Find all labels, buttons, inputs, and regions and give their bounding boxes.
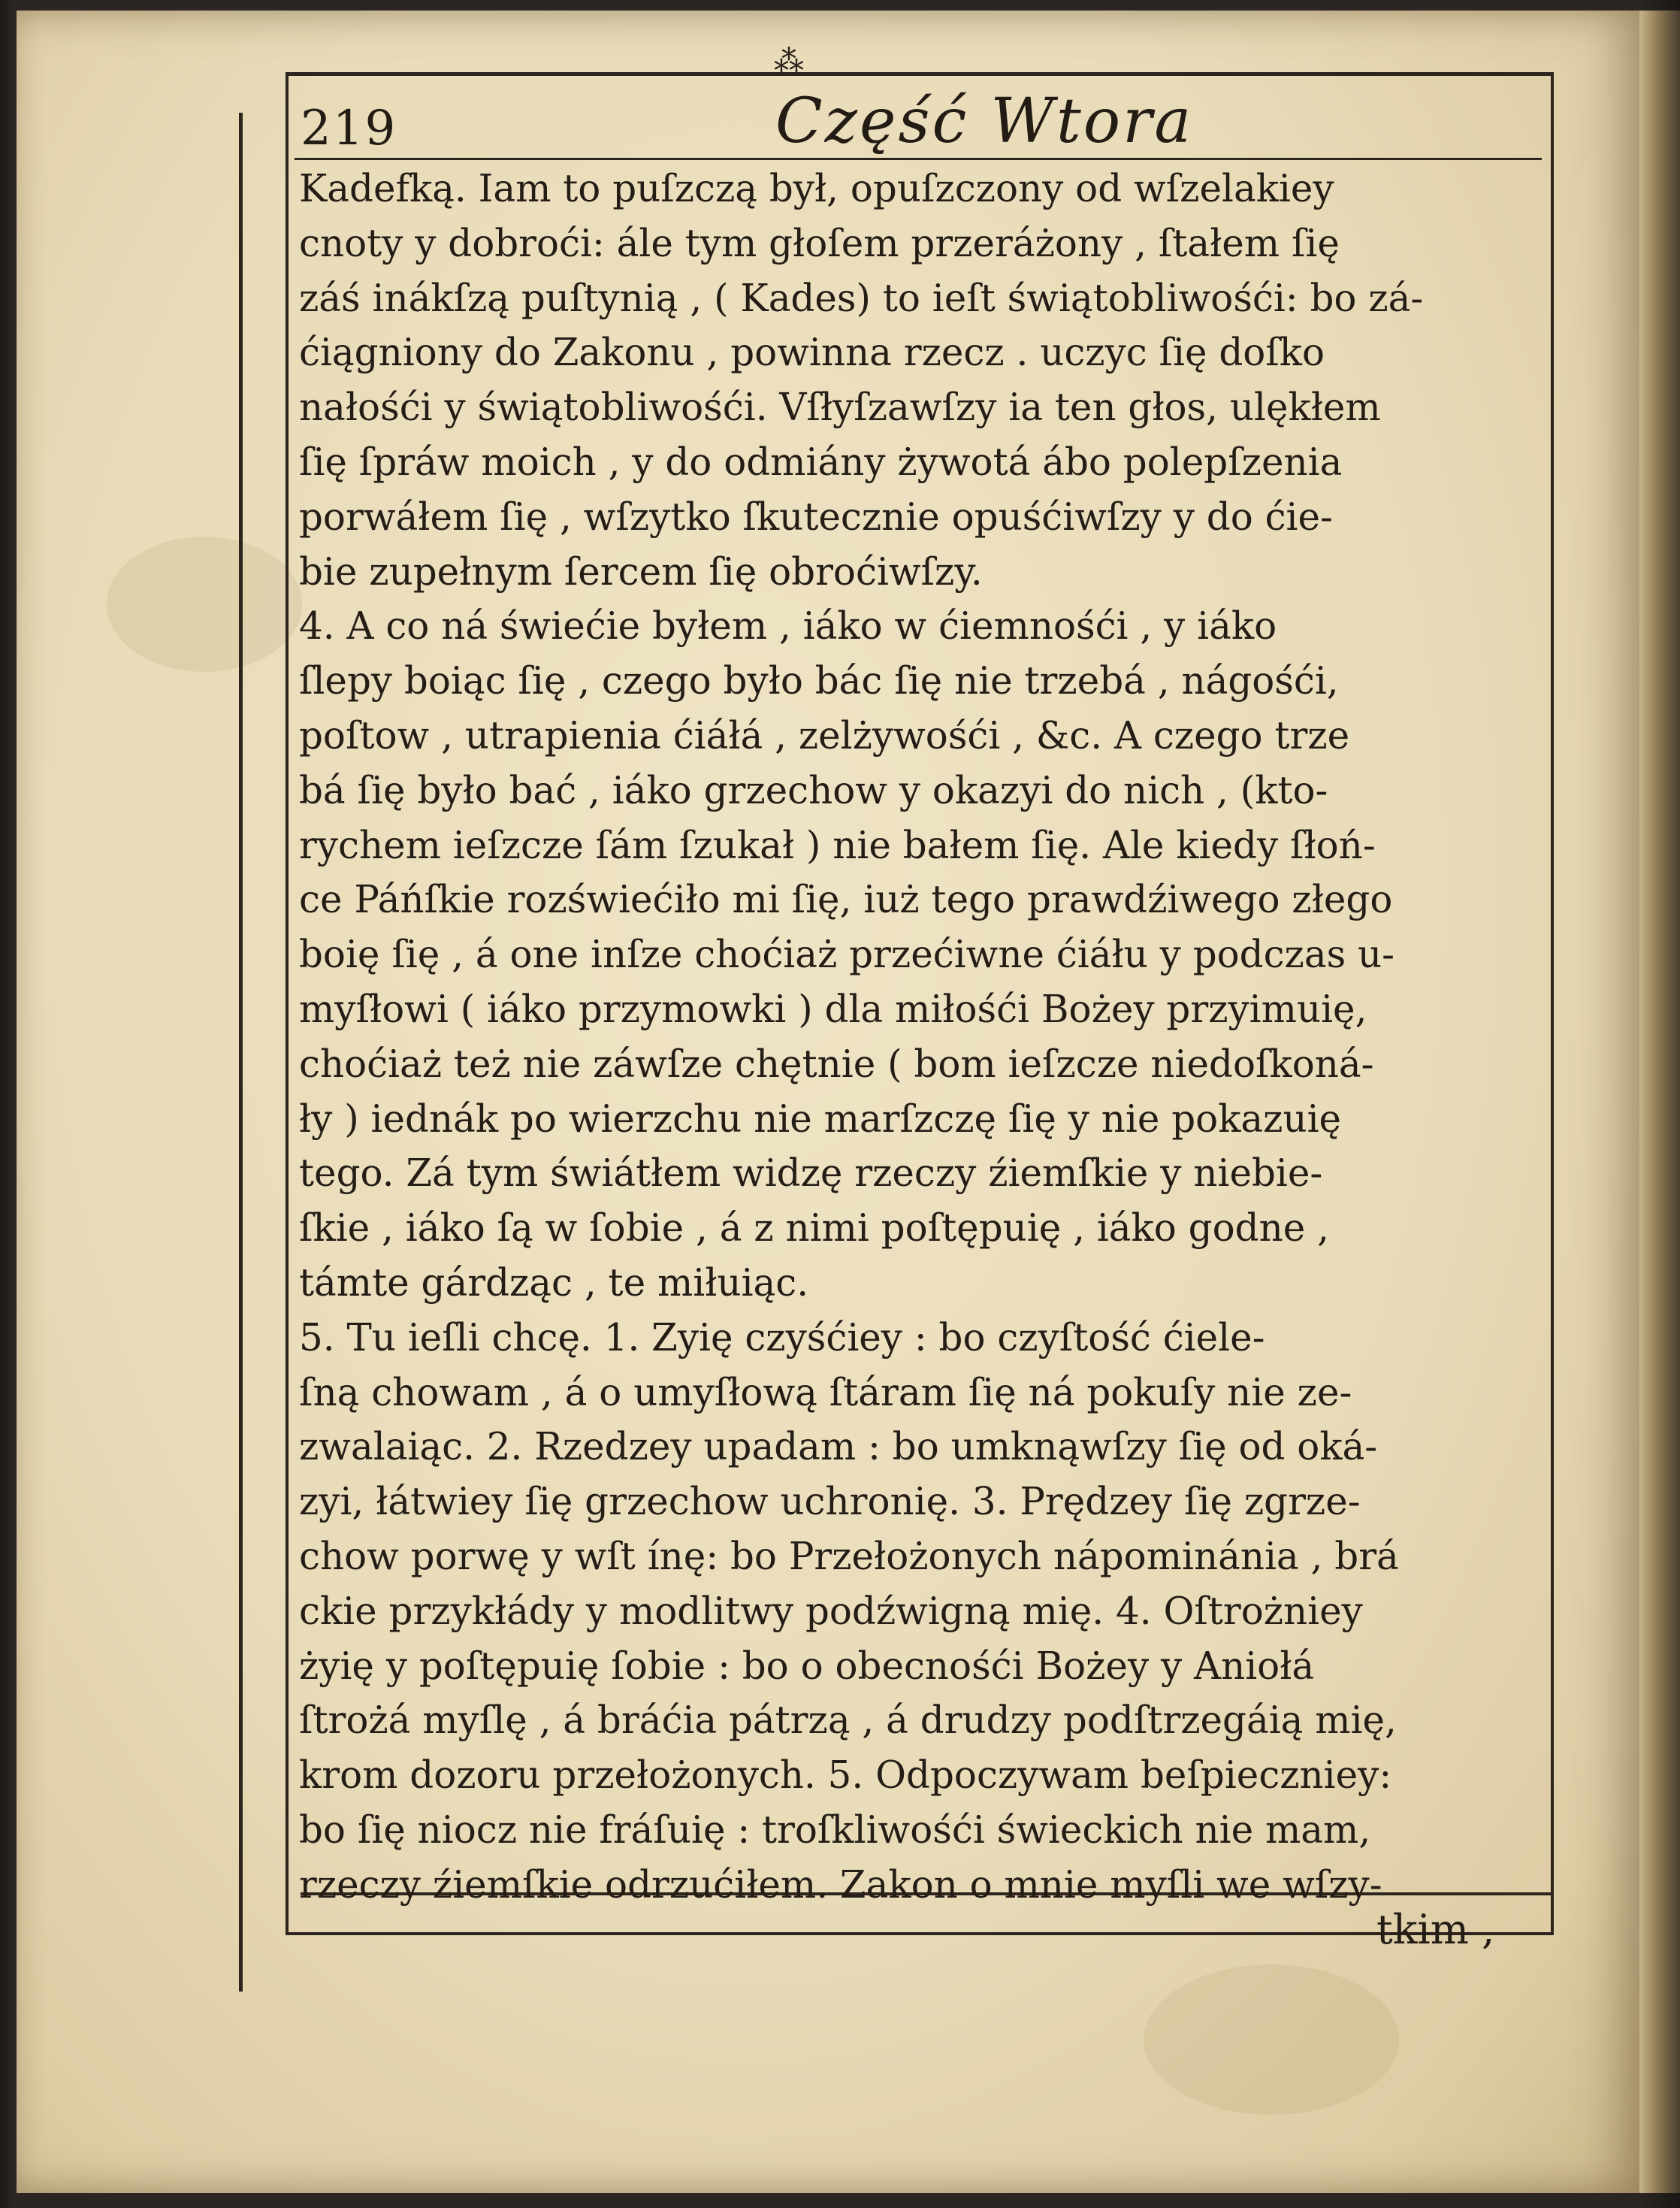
text-line: bá ſię było bać , iáko grzechow y okazyi do nich , (kto- xyxy=(299,767,1328,812)
text-line: ſkie , iáko ſą w ſobie , á z nimi poſtępuię , iáko godne , xyxy=(299,1205,1329,1251)
text-line: zyi, łátwiey ſię grzechow uchronię. 3. Prędzey ſię zgrze- xyxy=(299,1479,1361,1524)
text-line: ckie przykłády y modlitwy podźwigną mię. 4. Oſtrożniey xyxy=(299,1588,1363,1633)
paper-stain xyxy=(107,537,302,672)
margin-rule xyxy=(239,113,243,1992)
paper-stain xyxy=(1144,1965,1399,2115)
text-line: cnoty y dobroći: ále tym głoſem przeráżony , ſtałem ſię xyxy=(299,220,1340,265)
text-line: porwáłem ſię , wſzytko ſkutecznie opuśćiwſzy y do ćie- xyxy=(299,494,1333,539)
text-line: ſną chowam , á o umyſłową ſtáram ſię ná pokuſy nie ze- xyxy=(299,1369,1352,1414)
running-title: Część Wtora xyxy=(775,86,1194,157)
page-number: 219 xyxy=(301,101,397,156)
text-line: ce Páńſkie rozświećiło mi ſię, iuż tego prawdźiwego złego xyxy=(299,877,1393,922)
page-gutter xyxy=(1639,11,1680,2193)
text-line: nałośći y świątobliwośći. Vſłyſzawſzy ia ten głos, ulękłem xyxy=(299,385,1381,430)
catchword: tkim , xyxy=(1376,1906,1495,1953)
header-ornament-icon: ⁂ xyxy=(774,44,804,79)
text-line: 5. Tu ieſli chcę. 1. Zyię czyśćiey : bo czyſtość ćiele- xyxy=(299,1314,1265,1360)
text-line: ſtrożá myſlę , á bráćia pátrzą , á drudzy podſtrzegáią mię, xyxy=(299,1698,1397,1743)
text-line: boię ſię , á one inſze choćiaż przećiwne ćiáłu y podczas u- xyxy=(299,932,1395,977)
running-header xyxy=(295,75,1542,160)
text-line: rychem ieſzcze ſám ſzukał ) nie bałem ſię. Ale kiedy ſłoń- xyxy=(299,822,1376,867)
text-line: 4. A co ná świećie byłem , iáko w ćiemnośći , y iáko xyxy=(299,603,1277,649)
text-line: Kadefką. Iam to puſzczą był, opuſzczony od wſzelakiey xyxy=(299,166,1334,210)
text-line: ły ) iednák po wierzchu nie marſzczę ſię y nie pokazuię xyxy=(299,1096,1342,1141)
text-line: bo ſię niocz nie fráſuię : troſkliwośći świeckich nie mam, xyxy=(299,1807,1371,1852)
text-line: ſlepy boiąc ſię , czego było bác ſię nie trzebá , nágośći, xyxy=(299,658,1339,703)
text-line: bie zupełnym ſercem ſię obroćiwſzy. xyxy=(299,549,983,594)
text-line: rzeczy źiemſkie odrzućiłem. Zakon o mnie myſli we wſzy- xyxy=(299,1862,1382,1907)
text-line: krom dozoru przełożonych. 5. Odpoczywam beſpieczniey: xyxy=(299,1753,1392,1798)
text-line: támte gárdząc , te miłuiąc. xyxy=(299,1260,809,1305)
body-text xyxy=(299,162,1546,1913)
text-line: chow porwę y wſt ínę: bo Przełożonych nápominánia , brá xyxy=(299,1533,1399,1578)
text-line: choćiaż też nie záwſze chętnie ( bom ieſzcze niedoſkoná- xyxy=(299,1041,1374,1086)
text-line: ćiągniony do Zakonu , powinna rzecz . uczyc ſię doſko xyxy=(299,330,1325,375)
text-line: tego. Zá tym świátłem widzę rzeczy źiemſkie y niebie- xyxy=(299,1151,1323,1196)
text-line: zwalaiąc. 2. Rzedzey upadam : bo umknąwſzy ſię od oká- xyxy=(299,1424,1378,1469)
text-line: poſtow , utrapienia ćiáłá , zelżywośći , &c. A czego trze xyxy=(299,712,1350,758)
text-line: záś inákſzą puſtynią , ( Kades) to ieſt świątobliwośći: bo zá- xyxy=(299,275,1424,320)
text-line: myſłowi ( iáko przymowki ) dla miłośći Bożey przyimuię, xyxy=(299,986,1367,1031)
text-line: żyię y poſtępuię ſobie : bo o obecnośći Bożey y Aniołá xyxy=(299,1643,1315,1688)
text-line: ſię ſpráw moich , y do odmiány żywotá ábo polepſzenia xyxy=(299,439,1343,484)
